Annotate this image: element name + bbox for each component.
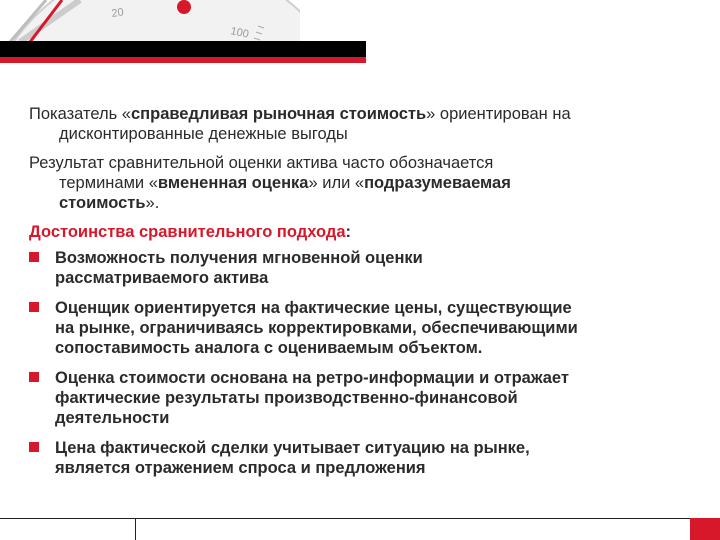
bullet4-line1: Цена фактической сделки учитывает ситуацию на рынке, <box>55 439 530 457</box>
para2-bold1: вмененная оценка <box>157 174 309 192</box>
bullet2-line1: Оценщик ориентируется на фактические цены, существующие <box>55 299 572 317</box>
advantages-heading <box>29 222 699 242</box>
bullet2-line3: сопоставимость аналога с оцениваемым объектом. <box>55 339 483 357</box>
header-black-bar <box>0 41 366 57</box>
para1-bold-term: справедливая рыночная стоимость <box>130 105 427 123</box>
advantages-list <box>29 248 699 478</box>
square-bullet-icon <box>29 372 39 382</box>
para1-line2: дисконтированные денежные выгоды <box>59 125 348 143</box>
header-red-bar <box>0 57 366 63</box>
bullet1-line1: Возможность получения мгновенной оценки <box>55 249 423 267</box>
heading-text: Достоинства сравнительного подхода <box>29 223 346 241</box>
bullet1-line2: рассматриваемого актива <box>55 269 269 287</box>
para2-pre2: терминами « <box>59 174 158 192</box>
para2-post: ». <box>145 194 160 212</box>
para1-pre: Показатель « <box>29 105 131 123</box>
para2-line1: Результат сравнительной оценки актива часто обозначается <box>29 154 494 172</box>
para2-bold3: стоимость <box>59 194 146 212</box>
heading-colon: : <box>345 223 351 241</box>
footer-tick <box>135 518 136 540</box>
bullet3-line2: фактические результаты производственно-финансовой <box>55 389 518 407</box>
para1-post: » ориентирован на <box>426 105 571 123</box>
bullet3-line3: деятельности <box>55 409 170 427</box>
para2-mid: » или « <box>308 174 365 192</box>
square-bullet-icon <box>29 442 39 452</box>
gauge-tick-20: 20 <box>110 6 125 20</box>
speedometer-gauge-graphic <box>0 0 300 42</box>
bullet2-line2: на рынке, ограничиваясь корректировками, обеспечивающими <box>55 319 578 337</box>
footer-red-block <box>690 518 720 540</box>
slide-content <box>29 104 699 488</box>
square-bullet-icon <box>29 302 39 312</box>
list-item <box>29 368 699 428</box>
bullet3-line1: Оценка стоимости основана на ретро-информации и отражает <box>55 369 569 387</box>
gauge-tick-100: 100 <box>229 25 250 41</box>
paragraph-fair-value <box>29 104 699 144</box>
footer-divider <box>0 518 720 519</box>
list-item <box>29 438 699 478</box>
list-item <box>29 298 699 358</box>
para2-continuation <box>29 173 699 213</box>
bullet4-line2: является отражением спроса и предложения <box>55 459 426 477</box>
square-bullet-icon <box>29 252 39 262</box>
list-item <box>29 248 699 288</box>
paragraph-comparative-result <box>29 153 699 213</box>
para2-bold2: подразумеваемая <box>364 174 511 192</box>
